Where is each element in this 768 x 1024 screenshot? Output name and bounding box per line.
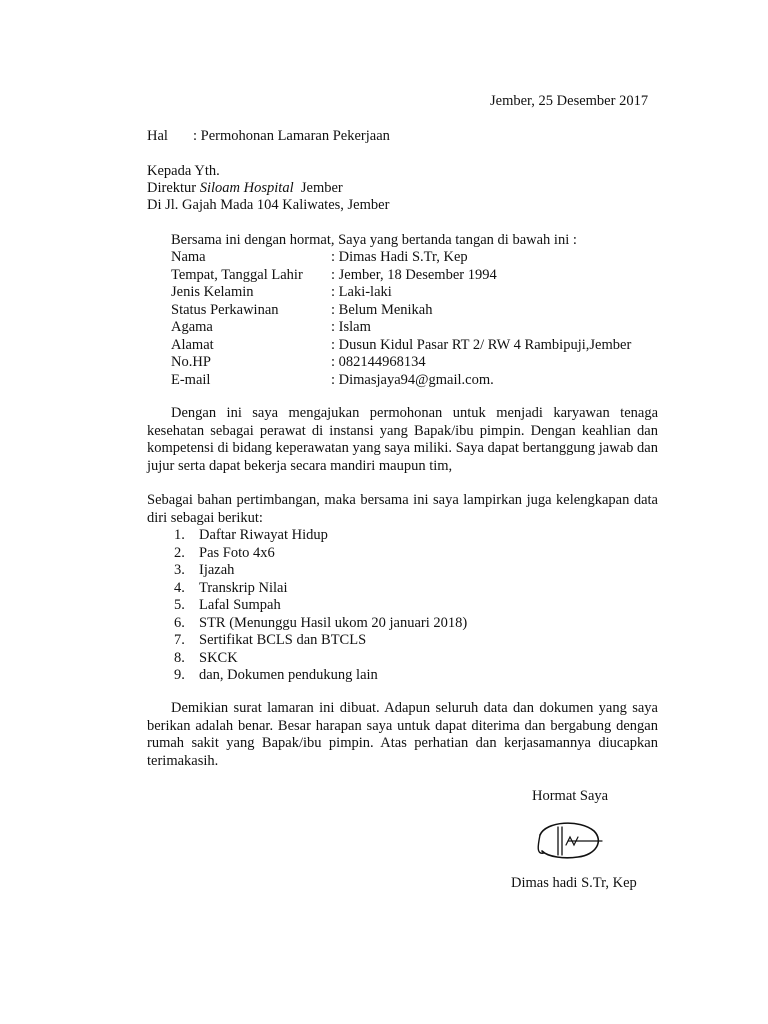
profile-label: E-mail	[171, 371, 211, 388]
profile-value: : Dimas Hadi S.Tr, Kep	[331, 249, 468, 265]
list-number: 2.	[174, 544, 185, 561]
list-number: 9.	[174, 667, 185, 683]
profile-label: No.HP	[171, 354, 211, 370]
recipient-title-prefix: Direktur	[147, 180, 197, 196]
list-text: STR (Menunggu Hasil ukom 20 januari 2018)	[199, 614, 468, 631]
list-number: 5.	[174, 597, 185, 613]
list-text: Lafal Sumpah	[199, 597, 281, 613]
list-number: 7.	[174, 632, 185, 648]
list-text: Sertifikat BCLS dan BTCLS	[199, 632, 367, 648]
list-number: 4.	[174, 579, 185, 596]
recipient-city: Jember	[300, 180, 343, 196]
profile-label: Tempat, Tanggal Lahir	[171, 266, 303, 283]
list-text: Ijazah	[199, 562, 235, 578]
profile-value: : 082144968134	[331, 354, 426, 370]
recipient-institution: Siloam Hospital	[199, 180, 294, 196]
subject-label: Hal	[147, 128, 168, 144]
profile-value: : Dimasjaya94@gmail.com.	[331, 371, 494, 388]
subject-value: : Permohonan Lamaran Pekerjaan	[193, 128, 390, 144]
list-text: Pas Foto 4x6	[199, 544, 275, 561]
list-number: 3.	[174, 562, 185, 578]
profile-value: : Jember, 18 Desember 1994	[331, 266, 497, 283]
profile-label: Nama	[171, 249, 206, 265]
list-number: 1.	[174, 527, 185, 543]
list-text: SKCK	[199, 649, 238, 666]
profile-value: : Belum Menikah	[331, 301, 433, 318]
profile-value: : Dusun Kidul Pasar RT 2/ RW 4 Rambipuji,Jember	[331, 336, 632, 353]
recipient-title	[147, 180, 343, 197]
list-text: Daftar Riwayat Hidup	[199, 527, 328, 543]
intro-sentence: Bersama ini dengan hormat, Saya yang bertanda tangan di bawah ini :	[171, 232, 577, 248]
signatory-name: Dimas hadi S.Tr, Kep	[511, 875, 637, 891]
handwritten-signature	[528, 815, 608, 865]
closing-salutation: Hormat Saya	[532, 788, 609, 804]
profile-label: Jenis Kelamin	[171, 284, 254, 300]
list-text: dan, Dokumen pendukung lain	[199, 667, 378, 683]
recipient-greeting: Kepada Yth.	[147, 163, 220, 179]
letter-date: Jember, 25 Desember 2017	[490, 93, 649, 109]
profile-value: : Islam	[331, 319, 371, 335]
list-number: 8.	[174, 649, 185, 666]
profile-label: Alamat	[171, 336, 214, 353]
profile-label: Status Perkawinan	[171, 301, 279, 318]
list-number: 6.	[174, 614, 185, 631]
profile-label: Agama	[171, 319, 213, 335]
recipient-address: Di Jl. Gajah Mada 104 Kaliwates, Jember	[147, 197, 390, 213]
profile-value: : Laki-laki	[331, 284, 392, 300]
list-text: Transkrip Nilai	[199, 579, 288, 596]
attachments-paragraph: Sebagai bahan pertimbangan, maka bersama ini saya lampirkan juga kelengkapan data diri sebagai berikut:	[147, 492, 658, 526]
closing-paragraph: Demikian surat lamaran ini dibuat. Adapun seluruh data dan dokumen yang saya berikan adalah benar. Besar harapan saya untuk dapat diterima dan bergabung dengan rumah sakit yang Bapak/ibu pimpin. Atas perhatian dan kerjasamannya diucapkan terimakasih.	[147, 700, 658, 769]
application-paragraph: Dengan ini saya mengajukan permohonan untuk menjadi karyawan tenaga kesehatan sebagai perawat di instansi yang Bapak/ibu pimpin. Dengan keahlian dan kompetensi di bidang keperawatan yang saya miliki. Saya dapat bertanggung jawab dan jujur serta dapat bekerja secara mandiri maupun tim,	[147, 405, 658, 474]
